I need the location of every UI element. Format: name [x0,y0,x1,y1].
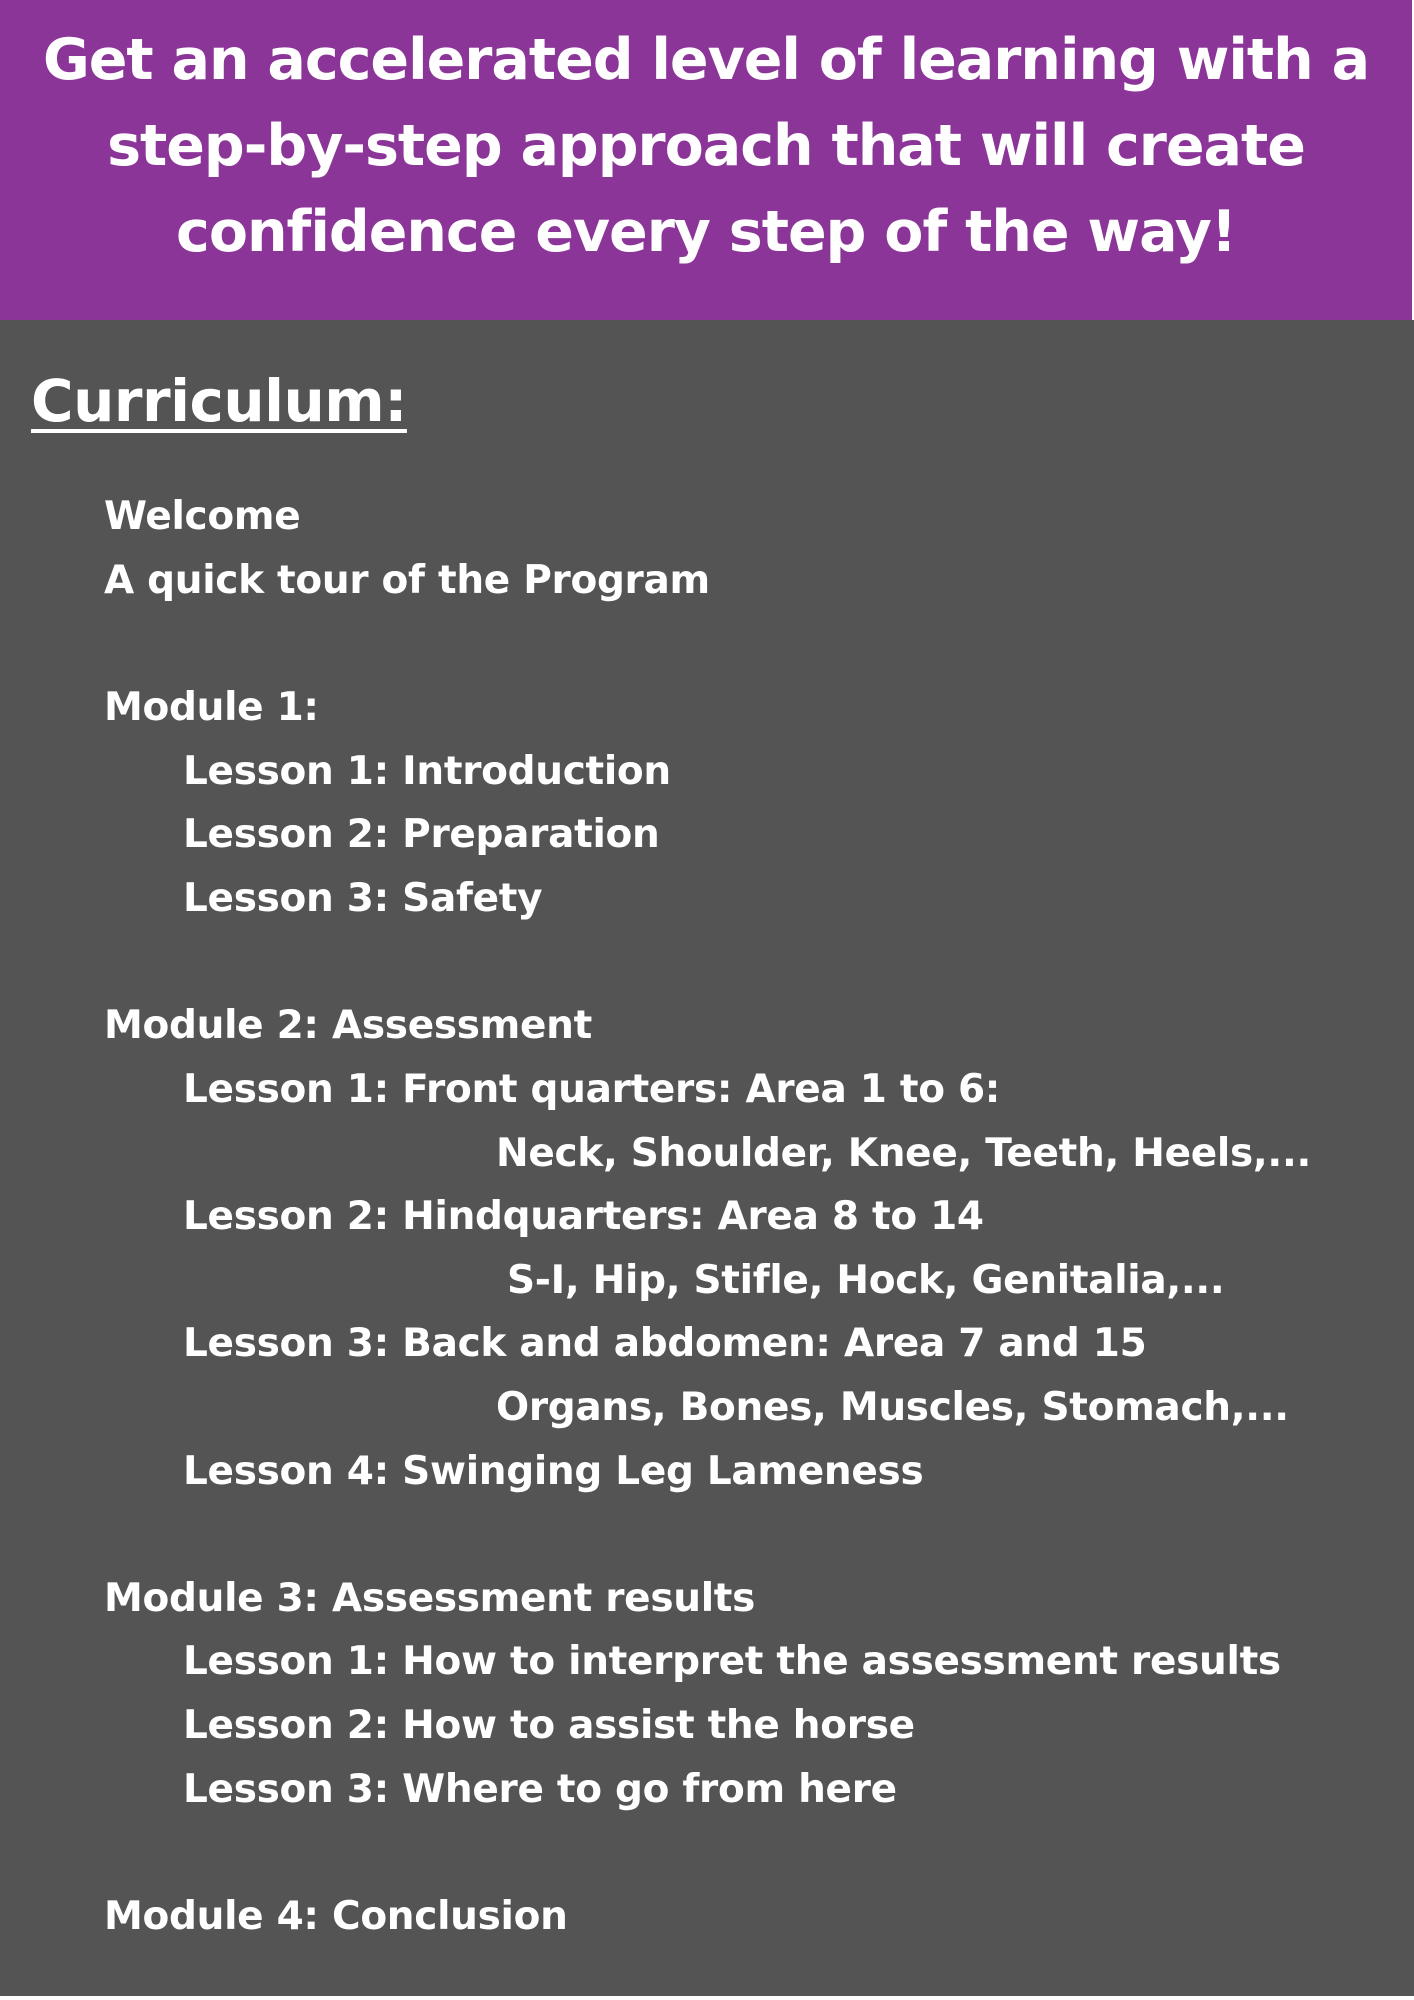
lesson-detail: Neck, Shoulder, Knee, Teeth, Heels,... [496,1131,1311,1176]
module-2-title: Module 2: Assessment [104,1003,592,1048]
lesson-item: Lesson 3: Safety [183,876,543,921]
lesson-item: Lesson 1: How to interpret the assessment results [183,1639,1281,1684]
module-1-title: Module 1: [104,685,319,730]
lesson-detail: Organs, Bones, Muscles, Stomach,... [496,1385,1289,1430]
promo-banner [0,0,1412,320]
curriculum-heading: Curriculum: [31,367,407,435]
banner-line: Get an accelerated level of learning with a [42,27,1370,93]
module-4-title: Module 4: Conclusion [104,1894,568,1939]
banner-line: confidence every step of the way! [176,199,1236,265]
intro-item: Welcome [104,494,301,539]
lesson-item: Lesson 2: Hindquarters: Area 8 to 14 [183,1194,984,1239]
banner-line: step-by-step approach that will create [107,113,1305,179]
intro-item: A quick tour of the Program [104,558,710,603]
lesson-item: Lesson 1: Front quarters: Area 1 to 6: [183,1067,1001,1112]
lesson-detail: S-I, Hip, Stifle, Hock, Genitalia,... [507,1258,1225,1303]
lesson-item: Lesson 3: Back and abdomen: Area 7 and 15 [183,1321,1147,1366]
lesson-item: Lesson 2: Preparation [183,812,660,857]
lesson-item: Lesson 3: Where to go from here [183,1767,897,1812]
lesson-item: Lesson 1: Introduction [183,749,671,794]
curriculum-panel [0,320,1414,1996]
module-3-title: Module 3: Assessment results [104,1576,756,1621]
lesson-item: Lesson 2: How to assist the horse [183,1703,915,1748]
lesson-item: Lesson 4: Swinging Leg Lameness [183,1449,924,1494]
